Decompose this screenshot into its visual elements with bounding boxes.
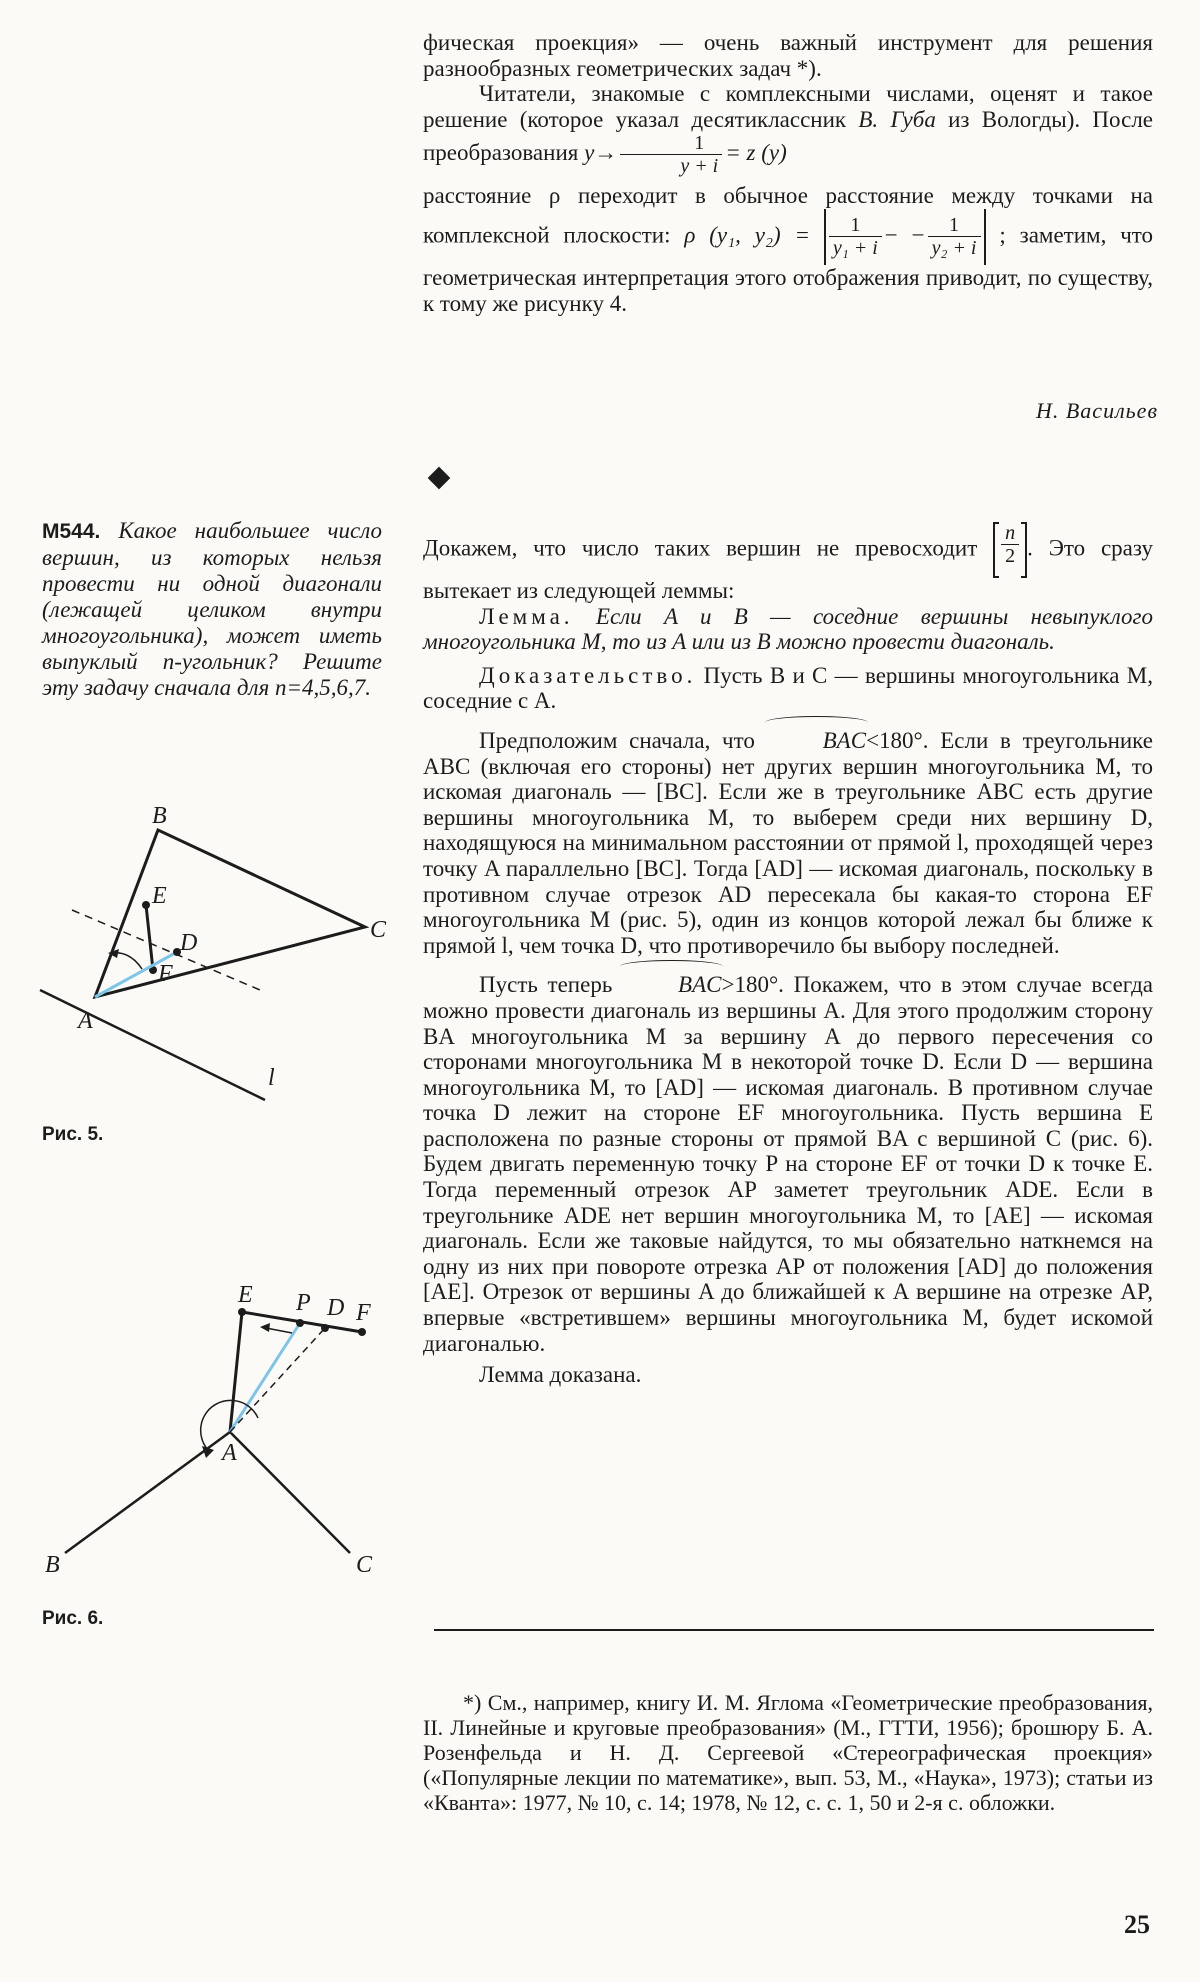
figure-5	[30, 795, 400, 1125]
angle-bac-2: BAC	[622, 972, 721, 998]
page-number: 25	[1124, 1910, 1150, 1939]
label-a: A	[78, 1008, 93, 1034]
proof-head: Доказательство.	[479, 662, 697, 688]
solution-intro: Докажем, что число таких вершин не превосходит $\frac{n}{2}$ . Это сразу вытекает из следующей леммы:	[423, 522, 1153, 603]
angle-bac-1: BAC	[767, 728, 866, 754]
top-paragraph-1: фическая проекция» — очень важный инструмент для решения разнообразных геометрических задач *).	[423, 30, 1153, 81]
author-signature: Н. Васильев	[1035, 398, 1158, 423]
case-1: Предположим сначала, что BAC<180°. Если в треугольнике ABC (включая его стороны) нет других вершин многоугольника M, то искомая диагональ — [BC]. Если же в треугольнике ABC есть другие вершины многоугольника M, то выберем среди них вершину D, находящуюся на минимальном расстоянии от прямой l, проходящей через точку A параллельно [BC]. Тогда [AD] — искомая диагональ, поскольку в противном случае отрезок AD пересекала бы какая-то сторона EF многоугольника M (рис. 5), один из концов которой лежал бы ближе к прямой l, чем точка D, что противоречило бы выбору последней.	[423, 727, 1153, 958]
map-fraction: $\frac{1}{y + i}$	[620, 132, 722, 177]
figure-6	[30, 1270, 400, 1590]
label-e: E	[152, 883, 167, 909]
map-lhs: y→	[584, 140, 618, 166]
diamond-icon	[428, 467, 451, 490]
abs-bar-right	[984, 209, 986, 265]
problem-number: М544.	[42, 520, 101, 543]
label-f: F	[356, 1300, 371, 1326]
label-d: D	[180, 930, 198, 956]
label-d: D	[327, 1295, 345, 1321]
label-b: B	[45, 1552, 60, 1578]
label-l: l	[268, 1065, 275, 1091]
map-rhs: = z (y)	[725, 140, 787, 166]
lemma	[423, 604, 1153, 655]
segment-ef	[146, 905, 153, 970]
solution-block	[423, 522, 1153, 1388]
footnote-divider	[434, 1629, 1154, 1631]
abs-bar-left	[824, 209, 826, 265]
figure-6-caption: Рис. 6.	[42, 1608, 104, 1629]
lemma-text: Если A и B — соседние вершины невыпуклого многоугольника M, то из A или из B можно провести диагональ.	[423, 603, 1153, 655]
point-e	[142, 901, 150, 909]
motion-arrowhead	[260, 1323, 270, 1332]
label-b: B	[152, 803, 167, 829]
footnote-text: *) См., например, книгу И. М. Яглома «Геометрические преобразования, II. Линейные и круговые преобразования» (М., ГТТИ, 1956); брошюру Б. А. Розенфельда и Н. Д. Сергеевой «Стереографическая проекция» («Популярные лекции по математике», вып. 53, М., «Наука», 1973); статьи из «Кванта»: 1977, № 10, с. 14; 1978, № 12, с. с. 1, 50 и 2-я с. обложки.	[423, 1690, 1153, 1815]
label-e: E	[238, 1282, 253, 1308]
point-f	[358, 1328, 366, 1336]
label-c: C	[356, 1552, 373, 1578]
fraction-2: $\frac{1}{\text{y₂ + i}}$	[928, 214, 981, 259]
line-l	[40, 990, 265, 1100]
lemma-head: Лемма.	[479, 603, 574, 629]
triangle-abc	[95, 830, 365, 997]
motion-arrow	[266, 1328, 292, 1333]
label-f: F	[158, 961, 173, 987]
problem-text: Какое наибольшее число вершин, из которых нельзя провести ни одной диагонали (лежащей целиком внутри многоугольника), может иметь выпуклый n-угольник? Решите эту задачу сначала для n=4,5,6,7.	[42, 518, 382, 700]
rho-formula: ρ (y₁, y₂) =	[684, 222, 810, 248]
top-text-block	[423, 30, 1153, 316]
case-2: Пусть теперь BAC>180°. Покажем, что в этом случае всегда можно провести диагональ из вершины A. Для этого продолжим сторону BA многоугольника M за вершину A до первого пересечения со сторонами многоугольника M в некоторой точке D. Если D — вершина многоугольника M, то [AD] — искомая диагональ. В противном случае точка D лежит на стороне EF многоугольника. Пусть вершина E расположена по разные стороны от прямой BA с вершиной C (рис. 6). Будем двигать переменную точку P на стороне EF от точки D к точке E. Тогда переменный отрезок AP заметет треугольник ADE. Если в треугольнике ADE нет вершин многоугольника M, то [AE] — искомая диагональ. Если же таковые найдутся, то мы обязательно наткнемся на одну из них при повороте отрезка AP от положения [AD] до положения [AE]. Отрезок от вершины A до ближайшей к A вершине на отрезке AP, впервые «встретившем» вершины многоугольника M, будет искомой диагональю.	[423, 972, 1153, 1356]
lemma-proved: Лемма доказана.	[479, 1362, 642, 1388]
label-a: A	[222, 1440, 237, 1466]
side-ac	[230, 1432, 350, 1553]
point-d	[321, 1324, 329, 1332]
top-paragraph-2: Читатели, знакомые с комплексными числами, оценят и такое решение (которое указал десятиклассник В. Губа из Вологды). После преобразования y→ $\frac{1}{y + i}$ = z (y)	[423, 81, 1153, 178]
point-p	[296, 1319, 304, 1327]
label-p: P	[296, 1290, 311, 1316]
label-c: C	[370, 917, 387, 943]
footnote	[423, 1690, 1153, 1815]
fraction-1: $\frac{1}{\text{y₁ + i}}$	[829, 214, 882, 259]
problem-statement	[42, 518, 382, 701]
figure-5-caption: Рис. 5.	[42, 1124, 104, 1145]
floor-bracket: $\frac{n}{2}$	[993, 522, 1027, 578]
proof: Доказательство. Пусть B и C — вершины многоугольника M, соседние с A.	[423, 662, 1153, 714]
segment-ad-dashed	[230, 1328, 325, 1432]
top-paragraph-3: расстояние ρ переходит в обычное расстояние между точками на комплексной плоскости: ρ (y₁, y₂) = $\frac{1}{\text{y₁ + i}}$ − − $\frac{1}{\text{y₂ + i}}$ ; заметим, что геометрическая интерпретация этого отображения приводит, по существу, к тому же рисунку 4.	[423, 183, 1154, 316]
point-e	[238, 1308, 246, 1316]
